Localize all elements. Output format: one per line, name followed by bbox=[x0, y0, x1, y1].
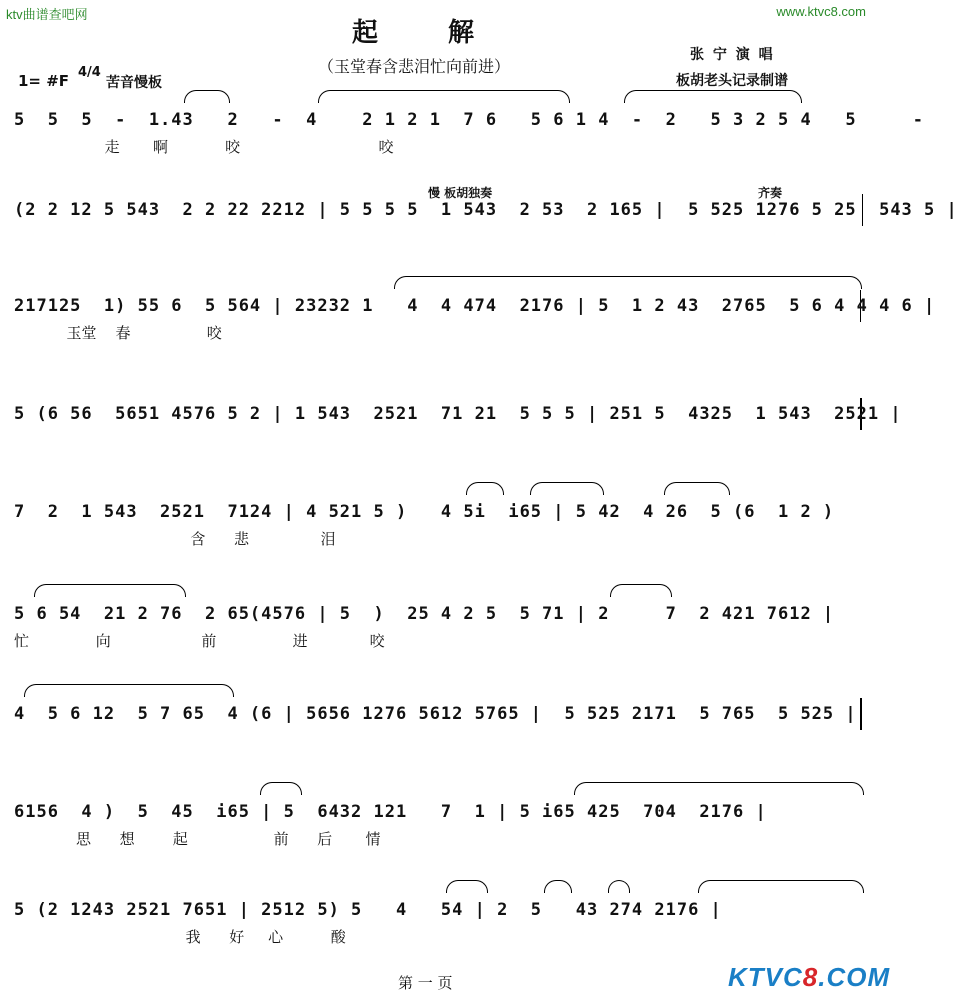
notation-line: 7 2 1 543 2521 7124 | 4 521 5 ) 4 5i i65 | 5 42 4 26 5 (6 1 2 ) bbox=[14, 502, 835, 522]
subtitle: （玉堂春含悲泪忙向前进） bbox=[318, 57, 511, 76]
score-row-3 bbox=[14, 276, 936, 342]
lyrics-line: 玉堂 春 咬 bbox=[14, 324, 222, 342]
solo-marking: 慢 板胡独奏 bbox=[428, 186, 493, 200]
notation-line: 5 (6 56 5651 4576 5 2 | 1 543 2521 71 21 5 5 5 | 251 5 4325 1 543 2521 | bbox=[14, 404, 902, 424]
singer-credit: 张 宁 演 唱 bbox=[690, 47, 775, 63]
key-signature: 1= #F bbox=[18, 72, 70, 90]
score-row-5 bbox=[14, 482, 862, 548]
lyrics-line: 我 好 心 酸 bbox=[14, 928, 346, 946]
page-number: 第 一 页 bbox=[398, 974, 453, 992]
score-row-4 bbox=[14, 384, 902, 450]
score-row-2 bbox=[14, 180, 958, 246]
lyrics-line: 忙 向 前 进 咬 bbox=[14, 632, 385, 650]
time-signature: 4/4 bbox=[78, 65, 101, 80]
score-row-7 bbox=[14, 684, 862, 750]
tutti-marking: 齐奏 bbox=[758, 186, 783, 200]
page-title: 起解 bbox=[352, 18, 545, 48]
notation-line: (2 2 12 5 543 2 2 22 2212 | 5 5 5 5 1 543 2 53 2 165 | 5 525 1276 5 25 543 5 | bbox=[14, 200, 958, 220]
site-logo: KTVC8.COM bbox=[728, 962, 891, 992]
notation-line: 217125 1) 55 6 5 564 | 23232 1 4 4 474 2176 | 5 1 2 43 2765 5 6 4 4 4 6 | bbox=[14, 296, 936, 316]
score-row-9 bbox=[14, 880, 862, 946]
notation-line: 4 5 6 12 5 7 65 4 (6 | 5656 1276 5612 5765 | 5 525 2171 5 765 5 525 | bbox=[14, 704, 857, 724]
tempo-marking: 苦音慢板 bbox=[106, 75, 162, 91]
watermark-left: ktv曲谱查吧网 bbox=[6, 7, 88, 22]
lyrics-line: 走 啊 咬 咬 bbox=[14, 138, 394, 156]
watermark-right: www.ktvc8.com bbox=[776, 4, 866, 19]
notation-line: 5 5 5 - 1.43 2 - 4 2 1 2 1 7 6 5 6 1 4 - 2 5 3 2 5 4 5 - bbox=[14, 110, 925, 130]
arranger-credit: 板胡老头记录制谱 bbox=[676, 73, 788, 89]
notation-line: 5 (2 1243 2521 7651 | 2512 5) 5 4 54 | 2 5 43 274 2176 | bbox=[14, 900, 722, 920]
lyrics-line: 思 想 起 前 后 情 bbox=[14, 830, 381, 848]
notation-line: 6156 4 ) 5 45 i65 | 5 6432 121 7 1 | 5 i65 425 704 2176 | bbox=[14, 802, 767, 822]
score-row-1 bbox=[14, 90, 925, 156]
notation-line: 5 6 54 21 2 76 2 65(4576 | 5 ) 25 4 2 5 5 71 | 2 7 2 421 7612 | bbox=[14, 604, 835, 624]
score-row-8 bbox=[14, 782, 862, 848]
score-row-6 bbox=[14, 584, 862, 650]
lyrics-line: 含 悲 泪 bbox=[14, 530, 336, 548]
